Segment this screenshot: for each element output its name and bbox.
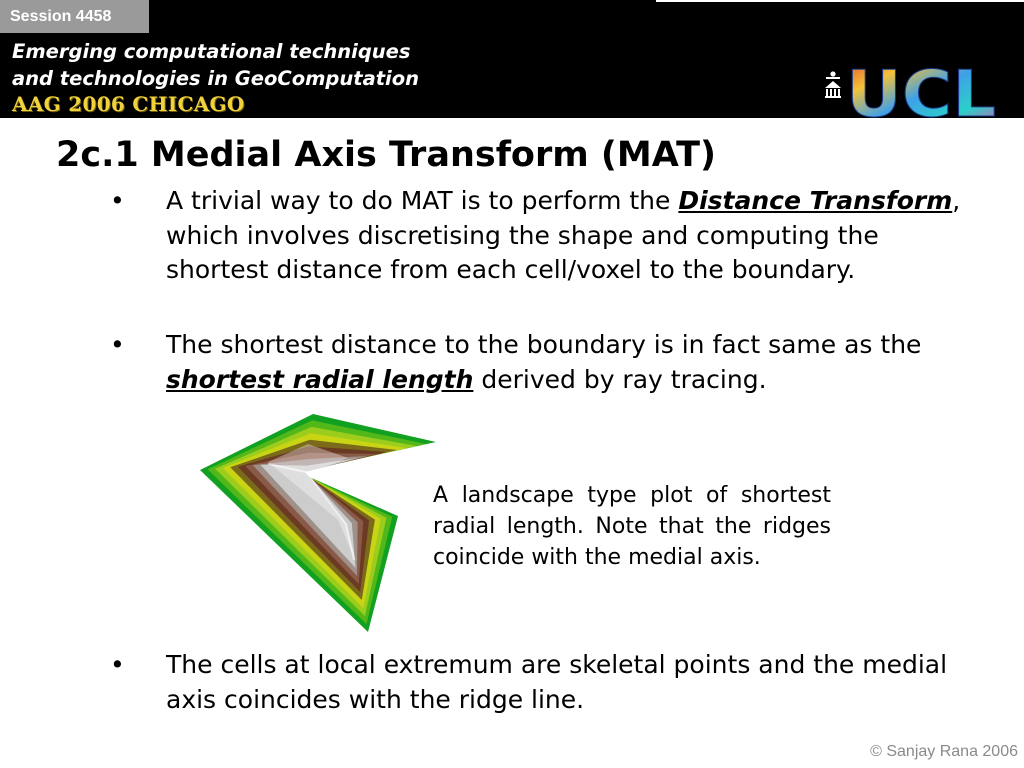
landscape-bands <box>200 414 436 632</box>
bullet-2 <box>110 328 966 397</box>
bullet-marker: • <box>110 330 125 359</box>
logo-wordmark: UCL <box>846 58 996 120</box>
portico-icon <box>825 71 841 98</box>
bullet-3 <box>110 648 966 717</box>
bullet-3-text: The cells at local extremum are skeletal points and the medial axis coincides with the ridge line. <box>166 650 948 714</box>
slide-title: 2c.1 Medial Axis Transform (MAT) <box>56 135 716 175</box>
header-rule <box>656 0 1024 2</box>
copyright-notice: © Sanjay Rana 2006 <box>870 743 1018 760</box>
bullet-2-text-after: derived by ray tracing. <box>473 364 767 394</box>
bullet-1-text-after: , which involves discretising the shape and computing the shortest distance from each cell/voxel to the boundary. <box>166 186 961 284</box>
header-banner <box>0 0 1024 118</box>
bullet-1 <box>110 184 966 288</box>
keyword-distance-transform: Distance Transform <box>678 186 953 215</box>
keyword-shortest-radial-length: shortest radial length <box>166 364 474 394</box>
session-subtitle <box>12 38 419 92</box>
bullet-2-text-before: The shortest distance to the boundary is in fact same as the <box>166 330 922 359</box>
subtitle-line-2: and technologies in GeoComputation <box>12 67 420 90</box>
conference-label: AAG 2006 CHICAGO <box>12 92 245 116</box>
subtitle-line-1: Emerging computational techniques <box>12 40 411 63</box>
bullet-marker: • <box>110 186 125 215</box>
radial-length-landscape-plot <box>198 412 440 636</box>
figure-caption: A landscape type plot of shortest radial length. Note that the ridges coincide with the medial axis. <box>433 483 831 570</box>
bullet-marker: • <box>110 650 125 679</box>
session-label: Session 4458 <box>0 0 149 33</box>
ucl-logo <box>822 58 998 120</box>
bullet-1-text-before: A trivial way to do MAT is to perform the <box>166 186 679 215</box>
